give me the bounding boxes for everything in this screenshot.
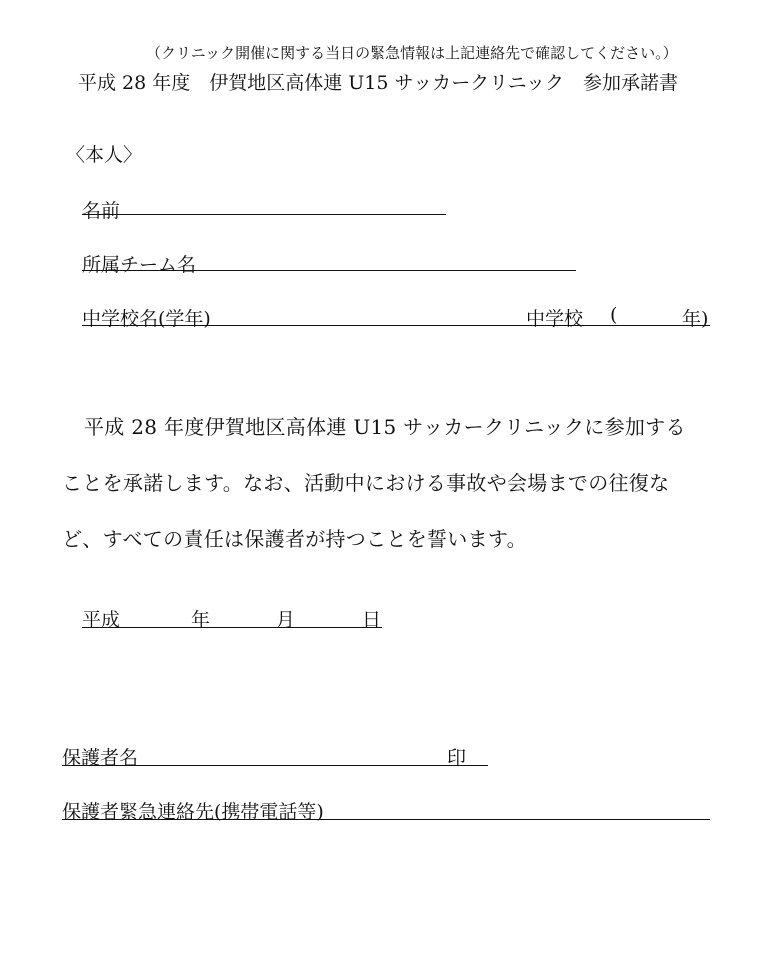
document-title: 平成 28 年度 伊賀地区高体連 U15 サッカークリニック 参加承諾書 [78, 72, 679, 94]
grade-open-paren: ( [610, 304, 618, 326]
guardian-name-label: 保護者名 [62, 747, 139, 769]
date-field-line[interactable] [82, 627, 382, 628]
date-month: 月 [276, 609, 296, 631]
date-year: 年 [191, 609, 211, 631]
school-suffix: 中学校 [526, 308, 584, 330]
statement-line-1: 平成 28 年度伊賀地区高体連 U15 サッカークリニックに参加する [84, 415, 686, 439]
statement-line-2: ことを承諾します。なお、活動中における事故や会場までの往復な [62, 471, 670, 495]
school-label: 中学校名(学年) [82, 308, 211, 330]
grade-close: 年) [682, 308, 709, 330]
name-field-line[interactable] [82, 214, 446, 215]
guardian-name-line[interactable] [62, 765, 488, 766]
self-section-heading: 〈本人〉 [66, 144, 143, 166]
team-field-line[interactable] [82, 270, 576, 271]
team-label: 所属チーム名 [82, 254, 197, 276]
statement-line-3: ど、すべての責任は保護者が持つことを誓います。 [62, 527, 527, 551]
school-field-line[interactable] [82, 325, 710, 326]
date-day: 日 [362, 609, 382, 631]
date-era: 平成 [82, 609, 121, 631]
name-label: 名前 [82, 200, 121, 222]
guardian-contact-label: 保護者緊急連絡先(携帯電話等) [62, 801, 324, 823]
emergency-info-note: （クリニック開催に関する当日の緊急情報は上記連絡先で確認してください。） [146, 44, 678, 62]
seal-mark: 印 [447, 747, 467, 769]
guardian-contact-line[interactable] [62, 819, 710, 820]
